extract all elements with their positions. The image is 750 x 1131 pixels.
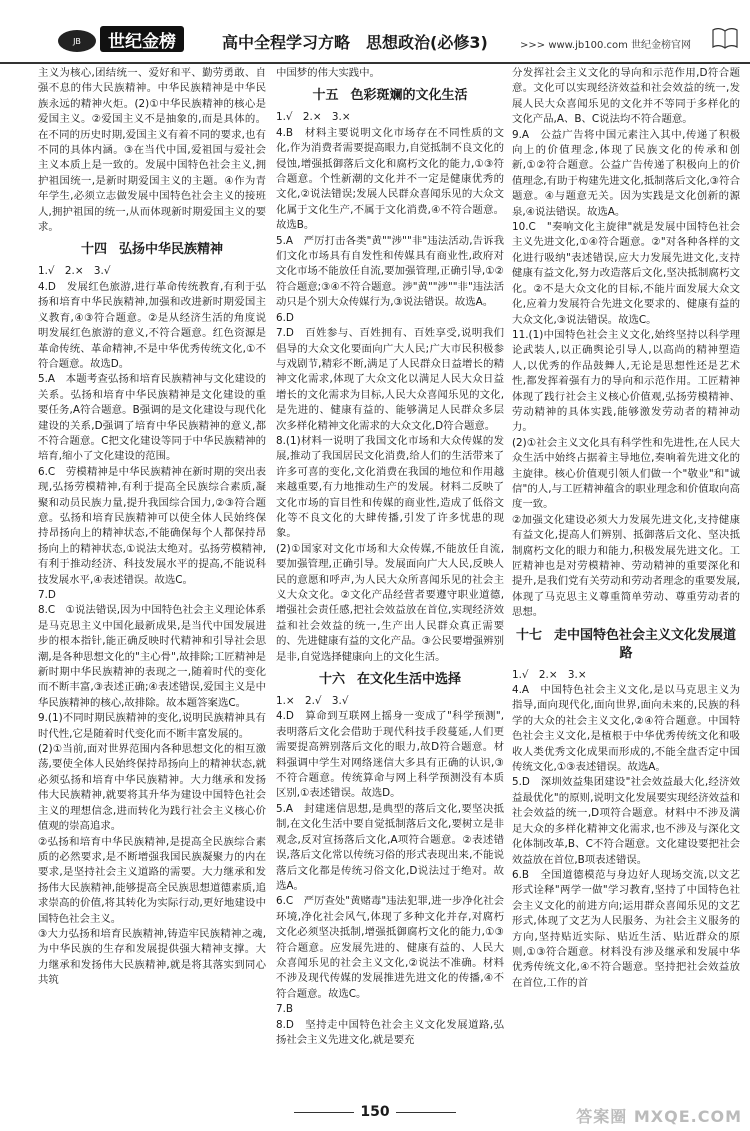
site-url: >>> www.jb100.com 世纪金榜官网 — [520, 40, 692, 51]
answer-column-2 — [276, 66, 504, 1096]
answer-column-3 — [512, 66, 740, 1096]
answer-column-1 — [38, 66, 266, 1096]
answer-body: 1.√ 2.× 3.√ 4.D 发展红色旅游,进行革命传统教育,有利于弘扬和培育中华民族精神,加强和改进新时期爱国主义教育,④③符合题意。②是从经济生活的角度说明发展红色旅游的意义,不符合题意。红色资源是革命传统、革命精神,不是中华优秀传统文化,①不符合题意。故选D。 5.A 本题考查弘扬和培育民族精神与文化建设的关系。弘扬和培育中华民族精神是文化建设的重要任务,A符合题意。B强调的是文化建设与现代化建设的关系,D强调了培育中华民族精神的意义,都不符合题意。C把文化建设等同于中华民族精神的培育,缩小了文化建设的范围。 6.C 劳模精神是中华民族精神在新时期的突出表现,弘扬劳模精神,有利于提高全民族综合素质,凝聚和动员民族力量,提升我国综合国力,②③符合题意。弘扬和培育民族精神可以使全体人民始终保持昂扬向上的精神状态,不能确保每个人都保持昂扬向上的精神状态,①说法太绝对。弘扬劳模精神,有利于推动经济、科技发展水平的提高,不能说科技发展水平,④表述错误。故选C。 7.D 8.C ①说法错误,因为中国特色社会主义理论体系是马克思主义中国化最新成果,是当代中国发展进步的根本指针,能正确反映时代精神和引导社会思潮,是各种思想文化的"主心骨",故排除;工匠精神是新时期中华民族精神的表现之一,随着时代的变化而不断丰富,③表述正确;④表述错误,爱国主义是中华民族精神的核心,故排除。故本题答案选C。 9.(1)不同时期民族精神的变化,说明民族精神具有时代性,它是随着时代变化而不断丰富发展的。 (2)①当前,面对世界范围内各种思想文化的相互激荡,要使全体人民始终保持昂扬向上的精神状态,就必须弘扬和培育中华民族精神。大力继承和发扬伟大民族精神,就要将其升华为建设中国特色社会主义的理想信念,进而转化为践行社会主义核心价值观的崇高追求。 ②弘扬和培育中华民族精神,是提高全民族综合素质的必然要求,是不断增强我国民族凝聚力的内在要求,是坚持社会主义道路的需要。大力继承和发扬伟大民族精神,能够提高全民族思想道德素质,追求崇高的价值,将其转化为实际行动,更好地建设中国特色社会主义。 ③大力弘扬和培育民族精神,铸造牢民族精神之魂,为中华民族的生存和发展提供强大精神支撑。大力继承和发扬伟大民族精神,就是将其落实到同心共筑 — [38, 265, 266, 987]
paragraph: 中国梦的伟大实践中。 — [276, 67, 380, 79]
section-heading — [276, 671, 504, 689]
section-heading — [38, 241, 266, 259]
section-title: 色彩斑斓的文化生活 — [350, 88, 468, 104]
section-title: 弘扬中华民族精神 — [119, 242, 224, 258]
section-heading — [276, 87, 504, 105]
watermark: 答案圈 MXQE.COM — [576, 1107, 742, 1126]
answer-body: 1.× 2.√ 3.√ 4.D 算命到互联网上摇身一变成了"科学预测",表明落后文化会借助于现代科技手段蔓延,人们更需要提高辨别落后文化的眼力,故D符合题意。材料强调中学生对网络迷信大多具有正确的认识,③不符合题意。传统算命与网上科学预测没有本质区别,①表述错误。故选D。 5.A 封建迷信思想,是典型的落后文化,要坚决抵制,在文化生活中要自觉抵制落后文化,要树立是非观念,反对宣扬落后文化,A项符合题意。②表述错误,落后文化常以传统习俗的形式表现出来,不能说落后文化都是传统习俗文化,D说法过于绝对。故选A。 6.C 严厉查处"黄赌毒"违法犯罪,进一步净化社会环境,净化社会风气,体现了多种文化并存,对腐朽文化必须坚决抵制,增强抵御腐朽文化的能力,①③符合题意。应发展先进的、健康有益的、人民大众喜闻乐见的社会主义文化,②说法不准确。材料不涉及现代传媒的发展推进先进文化的传播,④不符合题意。故选C。 7.B 8.D 坚持走中国特色社会主义文化发展道路,弘扬社会主义先进文化,就是要充 — [276, 695, 504, 1046]
section-title: 在文化生活中选择 — [357, 672, 462, 688]
section-number: 十五 — [312, 88, 339, 104]
section-number: 十六 — [318, 672, 345, 688]
section-number: 十四 — [80, 242, 107, 258]
section-title: 走中国特色社会主义文化发展道路 — [554, 627, 737, 661]
brand-emblem-icon: JB — [58, 30, 96, 52]
answer-body: 1.√ 2.× 3.× 4.A 中国特色社会主义文化,是以马克思主义为指导,面向现代化,面向世界,面向未来的,民族的科学的大众的社会主义文化,②④符合题意。中国特色社会主义文化,是植根于中华优秀传统文化和吸收人类优秀文化成果而形成的,不能全盘否定中国传统文化,①③表述错误。故选A。 5.D 深圳效益集团建设"社会效益最大化,经济效益最优化"的原则,说明文化发展要实现经济效益和社会效益的统一,D项符合题意。材料中不涉及满足大众的多样化精神文化需求,也不涉及与深化文化体制改革,B、C不符合题意。文化建设要把社会效益放在首位,B项表述错误。 6.B 全国道德模范与身边好人现场交流,以文艺形式诠释"两学一做"学习教育,坚持了中国特色社会主义文化的前进方向;运用群众喜闻乐见的文艺形式,体现了文艺为人民服务、为社会主义服务的方向,坚持贴近实际、贴近生活、贴近群众的原则,①③符合题意。材料没有涉及继承和发展中华优秀传统文化,④不符合题意。坚持把社会效益放在首位,工作的首 — [512, 668, 740, 989]
paragraph: 主义为核心,团结统一、爱好和平、勤劳勇敢、自强不息的伟大民族精神。中华民族精神是中华民族永远的精神火炬。(2)①中华民族精神的核心是爱国主义。②爱国主义不是抽象的,而是具体的。在不同的历史时期,爱国主义有着不同的要求,也有不同的具体内涵。③在当代中国,爱祖国与爱社会主义本质上是一致的。发展中国特色社会主义,拥护祖国统一,是新时期爱国主义的主题。④作为青年学生,必须立志做发展中国特色社会主义的接班人,拥护祖国的统一,从而体现新时期爱国主义的要求。 — [38, 67, 266, 234]
divider — [294, 1112, 354, 1113]
series-title: 高中全程学习方略 思想政治(必修3) — [222, 33, 488, 52]
section-number: 十七 — [515, 627, 542, 643]
brand-logo: 世纪金榜 — [100, 26, 184, 52]
answer-body: 1.√ 2.× 3.× 4.B 材料主要说明文化市场存在不同性质的文化,作为消费者需要提高眼力,自觉抵制不良文化的侵蚀,增强抵御落后文化和腐朽文化的能力,①③符合题意。个性新潮的文化并不一定是健康优秀的文化,②说法错误;发展人民群众喜闻乐见的大众文化属于文化生产,不属于文化消费,④不符合题意。故选B。 5.A 严厉打击各类"黄""涉""非"违法活动,告诉我们文化市场具有自发性和传媒具有商业性,政府对文化市场不能放任自流,要加强管理,正确引导,①②符合题意;③④不符合题意。涉"黄""涉""非"违法活动只是个别大众传媒行为,③说法错误。故选A。 6.D 7.D 百姓参与、百姓拥有、百姓享受,说明我们倡导的大众文化要面向广大人民;广大市民积极参与戏剧节,精彩不断,满足了人民群众日益增长的精神文化需求,体现了大众文化以满足人民大众日益增长的文化需求为目标,人民大众喜闻乐见的文化,是先进的、健康有益的、能够满足人民群众多层次多样化精神文化需求的大众文化,D符合题意。 8.(1)材料一说明了我国文化市场和大众传媒的发展,推动了我国居民文化消费,给人们的生活带来了许多可喜的变化,文化消费在我国的地位和作用越来越重要,有力地推动生产的发展。材料二反映了文化市场的盲目性和传媒的商业性,造成了低俗文化等不良文化的大肆传播,引发了许多忧患的现象。 (2)①国家对文化市场和大众传媒,不能放任自流,要加强管理,正确引导。发展面向广大人民,反映人民的意愿和呼声,为人民大众所喜闻乐见的社会主义大众文化。②文化产品经营者要遵守职业道德,增强社会责任感,把社会效益放在首位,实现经济效益和社会效益的统一,生产出人民群众真正需要的、先进健康有益的文化产品。③公民要增强辨别是非,自觉选择健康向上的文化生活。 — [276, 111, 504, 663]
divider — [396, 1112, 456, 1113]
page-header — [0, 0, 750, 64]
paragraph: 分发挥社会主义文化的导向和示范作用,D符合题意。文化可以实现经济效益和社会效益的统一,发展人民大众喜闻乐见的文化并不等同于多样化的文化产品,A、B、C说法均不符合题意。 9.A 公益广告将中国元素注入其中,传递了积极向上的价值理念,体现了民族文化的传承和创新,①②符合题意。公益广告传递了积极向上的价值理念,有助于构建先进文化,抵制落后文化,③符合题意。④与题意无关。因为实践是文化创新的源泉,④说法错误。故选A。 10.C "奏响文化主旋律"就是发展中国特色社会主义先进文化,①④符合题意。②"对各种各样的文化进行吸纳"表述错误,应大力发展先进文化,支持健康有益文化,努力改造落后文化,坚决抵制腐朽文化。②不是大众文化的目标,不能片面发展大众文化,应着力发展符合先进文化要求的、健康有益的大众文化,③说法错误。故选C。 11.(1)中国特色社会主义文化,始终坚持以科学理论武装人,以正确舆论引导人,以高尚的精神塑造人,以优秀的作品鼓舞人,无论是思想性还是艺术性,都发挥着强有力的导向和示范作用。工匠精神体现了践行社会主义核心价值观,弘扬劳模精神、劳动精神的具体实践,能够激发劳动者的精神动力。 (2)①社会主义文化具有科学性和先进性,在人民大众生活中始终占据着主导地位,奏响着先进文化的主旋律。核心价值观引领人们做一个"敬业"和"诚信"的人,与工匠精神蕴含的职业理念和价值取向高度一致。 ②加强文化建设必须大力发展先进文化,支持健康有益文化,提高人们辨别、抵御落后文化、坚决抵制腐朽文化的眼力和能力,积极发展先进文化。工匠精神也是对劳模精神、劳动精神的重要深化和提升,是我们党有关劳动和劳动者理念的重要发展,体现了马克思主义尊重简单劳动、尊重劳动者的思想。 — [512, 67, 740, 619]
section-heading — [512, 627, 740, 663]
open-book-icon — [712, 26, 738, 50]
page-number-label: 150 — [360, 1104, 390, 1120]
